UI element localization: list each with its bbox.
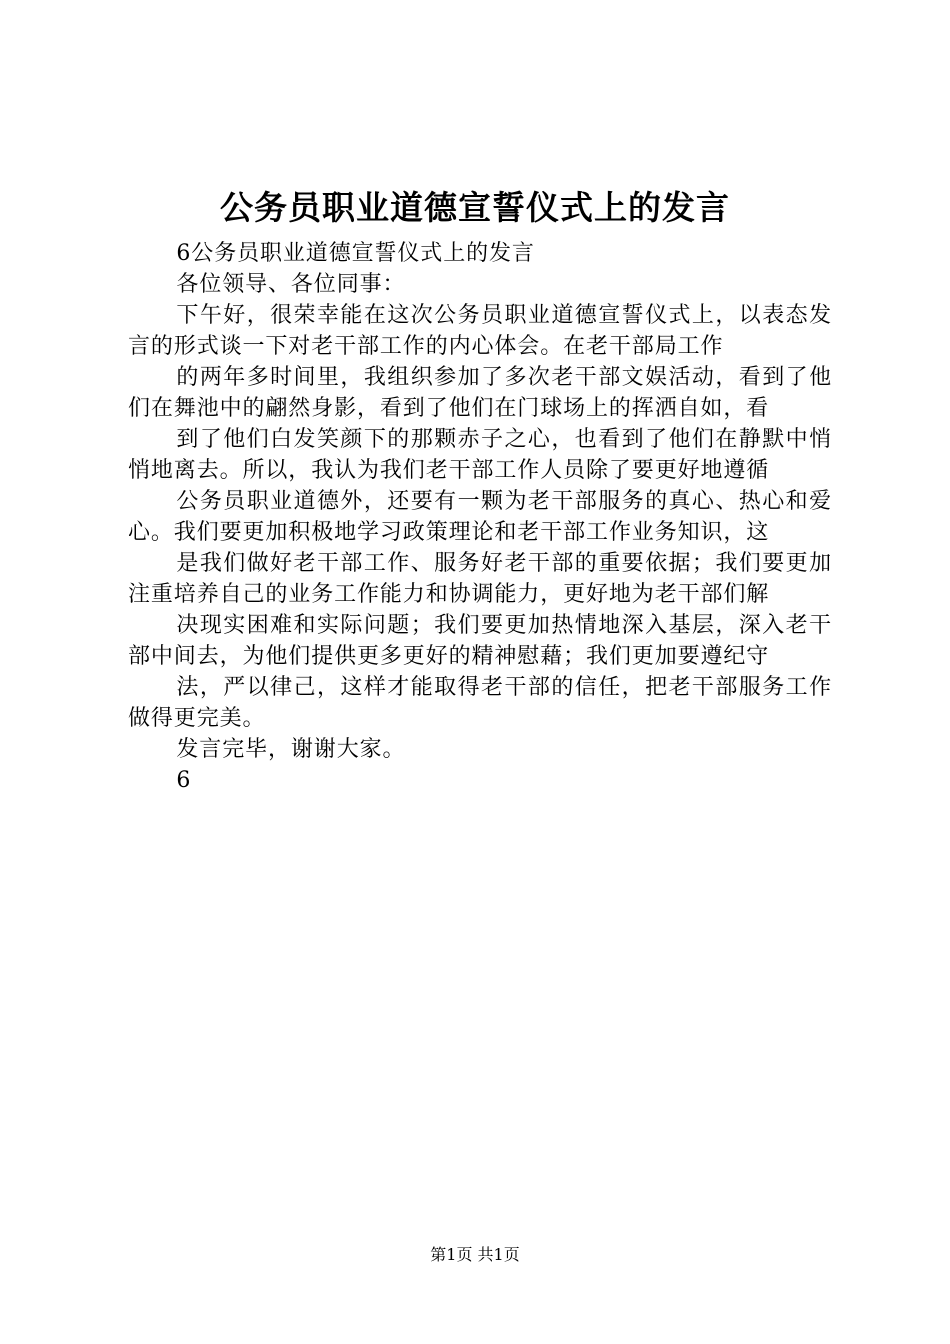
- paragraph: 的两年多时间里，我组织参加了多次老干部文娱活动，看到了他们在舞池中的翩然身影，看到了他们在门球场上的挥洒自如，看: [128, 365, 832, 421]
- paragraph: 下午好，很荣幸能在这次公务员职业道德宣誓仪式上，以表态发言的形式谈一下对老干部工作的内心体会。在老干部局工作: [128, 303, 832, 359]
- paragraph: 6: [176, 768, 192, 793]
- paragraph: 发言完毕，谢谢大家。: [176, 737, 406, 762]
- document-body: [128, 238, 832, 796]
- paragraph: 各位领导、各位同事：: [176, 272, 406, 297]
- document-title: 公务员职业道德宣誓仪式上的发言: [220, 188, 730, 227]
- paragraph: 公务员职业道德外，还要有一颗为老干部服务的真心、热心和爱心。我们要更加积极地学习政策理论和老干部工作业务知识，这: [128, 489, 832, 545]
- paragraph: 到了他们白发笑颜下的那颗赤子之心，也看到了他们在静默中悄悄地离去。所以，我认为我们老干部工作人员除了要更好地遵循: [128, 427, 832, 483]
- page-footer: 第1页 共1页: [430, 1245, 520, 1264]
- paragraph: 是我们做好老干部工作、服务好老干部的重要依据；我们要更加注重培养自己的业务工作能力和协调能力，更好地为老干部们解: [128, 551, 832, 607]
- paragraph: 6公务员职业道德宣誓仪式上的发言: [176, 241, 535, 266]
- paragraph: 法，严以律己，这样才能取得老干部的信任，把老干部服务工作做得更完美。: [128, 675, 832, 731]
- paragraph: 决现实困难和实际问题；我们要更加热情地深入基层，深入老干部中间去，为他们提供更多更好的精神慰藉；我们更加要遵纪守: [128, 613, 832, 669]
